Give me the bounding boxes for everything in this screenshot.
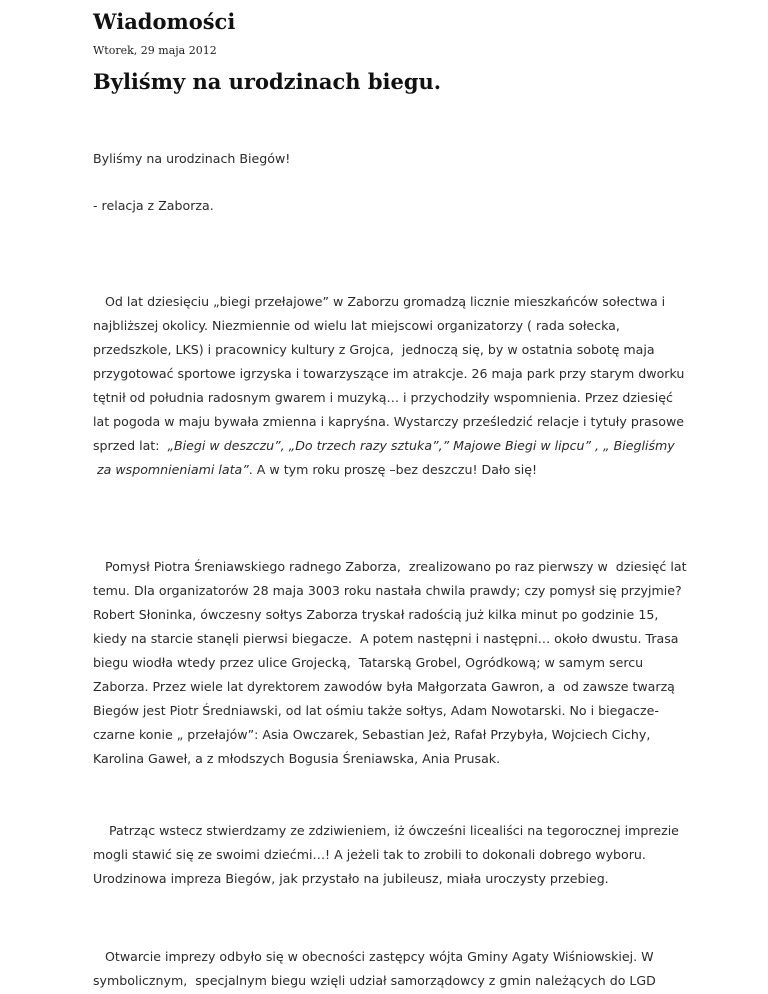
line-text: sprzed lat:: [93, 438, 168, 453]
paragraph-1-line: lat pogoda w maju bywała zmienna i kapryśna. Wystarczy prześledzić relacje i tytuły prasowe: [93, 414, 685, 429]
paragraph-1-line: najbliższej okolicy. Niezmiennie od wielu lat miejscowi organizatorzy ( rada sołecka,: [93, 318, 620, 333]
paragraph-2-line: Zaborza. Przez wiele lat dyrektorem zawodów była Małgorzata Gawron, a od zawsze twarzą: [93, 679, 675, 694]
paragraph-1-line: przedszkole, LKS) i pracownicy kultury z Grojca, jednoczą się, by w ostatnia sobotę maja: [93, 342, 655, 357]
intro-heading: Byliśmy na urodzinach Biegów!: [93, 151, 291, 166]
paragraph-2-line: Robert Słoninka, ówczesny sołtys Zaborza tryskał radością już kilka minut po godzinie 15,: [93, 607, 659, 622]
paragraph-1-line: Od lat dziesięciu „biegi przełajowe” w Zaborzu gromadzą licznie mieszkańców sołectwa i: [93, 294, 666, 309]
site-title: Wiadomości: [93, 9, 236, 34]
quoted-titles: za wspomnieniami lata”: [93, 462, 249, 477]
paragraph-2-line: Karolina Gaweł, a z młodszych Bogusia Śreniawska, Ania Prusak.: [93, 751, 501, 766]
paragraph-1-line: przygotować sportowe igrzyska i towarzyszące im atrakcje. 26 maja park przy starym dworku: [93, 366, 685, 381]
quoted-titles: „Biegi w deszczu”, „Do trzech razy sztuka”,” Majowe Biegi w lipcu” , „ Biegliśmy: [167, 438, 675, 453]
post-title: Byliśmy na urodzinach biegu.: [93, 69, 442, 94]
paragraph-3-line: Urodzinowa impreza Biegów, jak przystało na jubileusz, miała uroczysty przebieg.: [93, 871, 609, 886]
intro-subheading: - relacja z Zaborza.: [93, 198, 214, 213]
paragraph-2-line: temu. Dla organizatorów 28 maja 3003 roku nastała chwila prawdy; czy pomysł się przyjmie?: [93, 583, 682, 598]
paragraph-2-line: biegu wiodła wtedy przez ulice Grojecką, Tatarską Grobel, Ogródkową; w samym sercu: [93, 655, 644, 670]
paragraph-3-line: Patrząc wstecz stwierdzamy ze zdziwieniem, iż ówcześni licealiści na tegorocznej imprezie: [93, 823, 679, 838]
paragraph-1-line: [93, 437, 675, 455]
line-text: . A w tym roku proszę –bez deszczu! Dało się!: [248, 462, 538, 477]
paragraph-2-line: czarne konie „ przełajów”: Asia Owczarek, Sebastian Jeż, Rafał Przybyła, Wojciech Cichy,: [93, 727, 651, 742]
paragraph-4-line: Otwarcie imprezy odbyło się w obecności zastępcy wójta Gminy Agaty Wiśniowskiej. W: [93, 949, 654, 964]
paragraph-2-line: Pomysł Piotra Śreniawskiego radnego Zaborza, zrealizowano po raz pierwszy w dziesięć lat: [93, 559, 687, 574]
paragraph-1-line: tętnił od południa radosnym gwarem i muzyką… i przychodziły wspomnienia. Przez dziesięć: [93, 390, 673, 405]
paragraph-1-line: [93, 461, 537, 479]
paragraph-3-line: mogli stawić się ze swoimi dziećmi…! A jeżeli tak to zrobili to dokonali dobrego wyboru.: [93, 847, 646, 862]
paragraph-4-line: symbolicznym, specjalnym biegu wzięli udział samorządowcy z gmin należących do LGD: [93, 973, 656, 988]
paragraph-2-line: Biegów jest Piotr Średniawski, od lat ośmiu także sołtys, Adam Nowotarski. No i biegacze-: [93, 703, 659, 718]
paragraph-2-line: kiedy na starcie stanęli pierwsi biegacze. A potem następni i następni… około dwustu. Trasa: [93, 631, 679, 646]
post-date: Wtorek, 29 maja 2012: [93, 44, 217, 57]
